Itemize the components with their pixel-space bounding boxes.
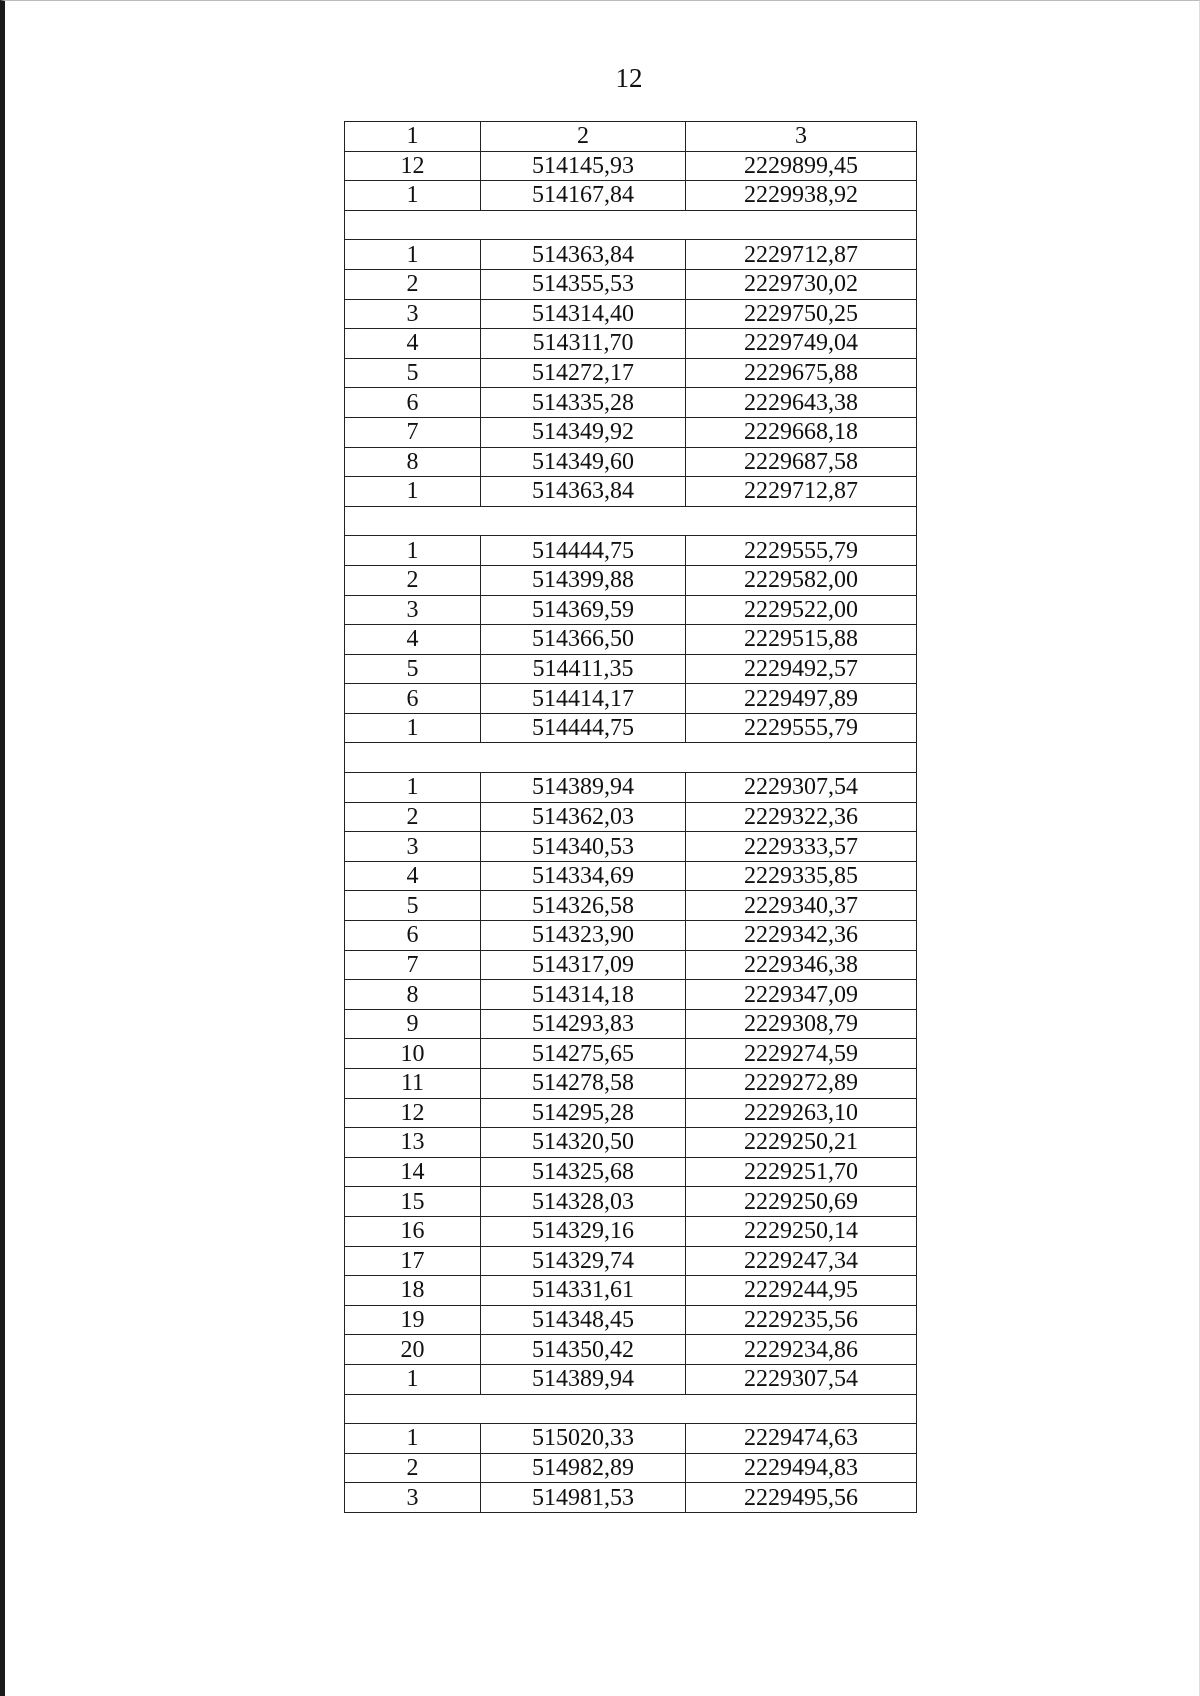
page-number: 12 bbox=[615, 63, 643, 93]
y-coordinate-cell: 2229687,58 bbox=[686, 447, 917, 477]
point-number-cell: 8 bbox=[345, 447, 481, 477]
table-row bbox=[345, 1424, 917, 1454]
x-coordinate-cell: 514414,17 bbox=[481, 684, 686, 714]
point-number-cell: 9 bbox=[345, 1009, 481, 1039]
x-coordinate-cell: 514293,83 bbox=[481, 1009, 686, 1039]
y-coordinate-cell: 2229251,70 bbox=[686, 1157, 917, 1187]
x-coordinate-cell: 514145,93 bbox=[481, 151, 686, 181]
table-row bbox=[345, 1335, 917, 1365]
table-row bbox=[345, 240, 917, 270]
table-row bbox=[345, 299, 917, 329]
y-coordinate-cell: 2229582,00 bbox=[686, 565, 917, 595]
table-separator-row bbox=[345, 1394, 917, 1424]
table-row bbox=[345, 329, 917, 359]
x-coordinate-cell: 514355,53 bbox=[481, 269, 686, 299]
table-row bbox=[345, 269, 917, 299]
point-number-cell: 12 bbox=[345, 151, 481, 181]
point-number-cell: 1 bbox=[345, 1364, 481, 1394]
x-coordinate-cell: 514349,92 bbox=[481, 417, 686, 447]
table-row bbox=[345, 1453, 917, 1483]
x-coordinate-cell: 514363,84 bbox=[481, 477, 686, 507]
x-coordinate-cell: 514349,60 bbox=[481, 447, 686, 477]
y-coordinate-cell: 2229346,38 bbox=[686, 950, 917, 980]
x-coordinate-cell: 514314,18 bbox=[481, 980, 686, 1010]
point-number-cell: 15 bbox=[345, 1187, 481, 1217]
x-coordinate-cell: 514363,84 bbox=[481, 240, 686, 270]
x-coordinate-cell: 514328,03 bbox=[481, 1187, 686, 1217]
x-coordinate-cell: 514444,75 bbox=[481, 713, 686, 743]
point-number-cell: 18 bbox=[345, 1276, 481, 1306]
point-number-cell: 5 bbox=[345, 358, 481, 388]
point-number-cell: 19 bbox=[345, 1305, 481, 1335]
x-coordinate-cell: 514295,28 bbox=[481, 1098, 686, 1128]
x-coordinate-cell: 514325,68 bbox=[481, 1157, 686, 1187]
point-number-cell: 16 bbox=[345, 1216, 481, 1246]
y-coordinate-cell: 2229938,92 bbox=[686, 181, 917, 211]
y-coordinate-cell: 2229515,88 bbox=[686, 625, 917, 655]
separator-cell bbox=[345, 1394, 917, 1424]
point-number-cell: 3 bbox=[345, 299, 481, 329]
table-row bbox=[345, 861, 917, 891]
point-number-cell: 7 bbox=[345, 950, 481, 980]
x-coordinate-cell: 514334,69 bbox=[481, 861, 686, 891]
y-coordinate-cell: 2229307,54 bbox=[686, 1364, 917, 1394]
header-cell: 3 bbox=[686, 122, 917, 152]
separator-cell bbox=[345, 743, 917, 773]
table-row bbox=[345, 358, 917, 388]
table-row bbox=[345, 950, 917, 980]
table-row bbox=[345, 595, 917, 625]
point-number-cell: 4 bbox=[345, 329, 481, 359]
y-coordinate-cell: 2229235,56 bbox=[686, 1305, 917, 1335]
table-row bbox=[345, 891, 917, 921]
y-coordinate-cell: 2229307,54 bbox=[686, 773, 917, 803]
x-coordinate-cell: 514329,16 bbox=[481, 1216, 686, 1246]
x-coordinate-cell: 514399,88 bbox=[481, 565, 686, 595]
x-coordinate-cell: 514981,53 bbox=[481, 1483, 686, 1513]
point-number-cell: 20 bbox=[345, 1335, 481, 1365]
point-number-cell: 4 bbox=[345, 861, 481, 891]
y-coordinate-cell: 2229474,63 bbox=[686, 1424, 917, 1454]
x-coordinate-cell: 514323,90 bbox=[481, 921, 686, 951]
x-coordinate-cell: 514389,94 bbox=[481, 1364, 686, 1394]
y-coordinate-cell: 2229668,18 bbox=[686, 417, 917, 447]
table-row bbox=[345, 388, 917, 418]
point-number-cell: 13 bbox=[345, 1128, 481, 1158]
point-number-cell: 5 bbox=[345, 654, 481, 684]
table-row bbox=[345, 1187, 917, 1217]
y-coordinate-cell: 2229643,38 bbox=[686, 388, 917, 418]
x-coordinate-cell: 514444,75 bbox=[481, 536, 686, 566]
table-row bbox=[345, 980, 917, 1010]
point-number-cell: 6 bbox=[345, 921, 481, 951]
point-number-cell: 3 bbox=[345, 832, 481, 862]
table-row bbox=[345, 151, 917, 181]
y-coordinate-cell: 2229250,69 bbox=[686, 1187, 917, 1217]
point-number-cell: 1 bbox=[345, 713, 481, 743]
table-row bbox=[345, 417, 917, 447]
x-coordinate-cell: 514369,59 bbox=[481, 595, 686, 625]
point-number-cell: 6 bbox=[345, 388, 481, 418]
separator-cell bbox=[345, 210, 917, 240]
point-number-cell: 2 bbox=[345, 269, 481, 299]
table-row bbox=[345, 654, 917, 684]
y-coordinate-cell: 2229730,02 bbox=[686, 269, 917, 299]
x-coordinate-cell: 514389,94 bbox=[481, 773, 686, 803]
point-number-cell: 1 bbox=[345, 181, 481, 211]
y-coordinate-cell: 2229899,45 bbox=[686, 151, 917, 181]
x-coordinate-cell: 514362,03 bbox=[481, 802, 686, 832]
y-coordinate-cell: 2229712,87 bbox=[686, 477, 917, 507]
table-row bbox=[345, 1483, 917, 1513]
table-row bbox=[345, 1276, 917, 1306]
y-coordinate-cell: 2229234,86 bbox=[686, 1335, 917, 1365]
y-coordinate-cell: 2229555,79 bbox=[686, 536, 917, 566]
x-coordinate-cell: 514982,89 bbox=[481, 1453, 686, 1483]
point-number-cell: 3 bbox=[345, 1483, 481, 1513]
x-coordinate-cell: 514275,65 bbox=[481, 1039, 686, 1069]
y-coordinate-cell: 2229347,09 bbox=[686, 980, 917, 1010]
point-number-cell: 3 bbox=[345, 595, 481, 625]
point-number-cell: 4 bbox=[345, 625, 481, 655]
table-row bbox=[345, 447, 917, 477]
y-coordinate-cell: 2229335,85 bbox=[686, 861, 917, 891]
point-number-cell: 6 bbox=[345, 684, 481, 714]
point-number-cell: 8 bbox=[345, 980, 481, 1010]
x-coordinate-cell: 514348,45 bbox=[481, 1305, 686, 1335]
x-coordinate-cell: 514411,35 bbox=[481, 654, 686, 684]
table-row bbox=[345, 565, 917, 595]
y-coordinate-cell: 2229492,57 bbox=[686, 654, 917, 684]
table-row bbox=[345, 1039, 917, 1069]
y-coordinate-cell: 2229675,88 bbox=[686, 358, 917, 388]
y-coordinate-cell: 2229272,89 bbox=[686, 1069, 917, 1099]
y-coordinate-cell: 2229263,10 bbox=[686, 1098, 917, 1128]
table-row bbox=[345, 773, 917, 803]
x-coordinate-cell: 514329,74 bbox=[481, 1246, 686, 1276]
point-number-cell: 1 bbox=[345, 240, 481, 270]
point-number-cell: 5 bbox=[345, 891, 481, 921]
y-coordinate-cell: 2229308,79 bbox=[686, 1009, 917, 1039]
y-coordinate-cell: 2229342,36 bbox=[686, 921, 917, 951]
table-separator-row bbox=[345, 743, 917, 773]
point-number-cell: 2 bbox=[345, 1453, 481, 1483]
table-row bbox=[345, 1157, 917, 1187]
point-number-cell: 7 bbox=[345, 417, 481, 447]
table-separator-row bbox=[345, 506, 917, 536]
table-row bbox=[345, 181, 917, 211]
y-coordinate-cell: 2229497,89 bbox=[686, 684, 917, 714]
point-number-cell: 1 bbox=[345, 536, 481, 566]
y-coordinate-cell: 2229749,04 bbox=[686, 329, 917, 359]
x-coordinate-cell: 514311,70 bbox=[481, 329, 686, 359]
point-number-cell: 14 bbox=[345, 1157, 481, 1187]
x-coordinate-cell: 514272,17 bbox=[481, 358, 686, 388]
x-coordinate-cell: 514326,58 bbox=[481, 891, 686, 921]
x-coordinate-cell: 514340,53 bbox=[481, 832, 686, 862]
point-number-cell: 17 bbox=[345, 1246, 481, 1276]
y-coordinate-cell: 2229244,95 bbox=[686, 1276, 917, 1306]
y-coordinate-cell: 2229247,34 bbox=[686, 1246, 917, 1276]
x-coordinate-cell: 514314,40 bbox=[481, 299, 686, 329]
y-coordinate-cell: 2229274,59 bbox=[686, 1039, 917, 1069]
y-coordinate-cell: 2229750,25 bbox=[686, 299, 917, 329]
point-number-cell: 2 bbox=[345, 802, 481, 832]
table-row bbox=[345, 625, 917, 655]
table-separator-row bbox=[345, 210, 917, 240]
x-coordinate-cell: 514278,58 bbox=[481, 1069, 686, 1099]
table-row bbox=[345, 713, 917, 743]
table-header-row bbox=[345, 122, 917, 152]
point-number-cell: 1 bbox=[345, 773, 481, 803]
table-row bbox=[345, 921, 917, 951]
x-coordinate-cell: 514335,28 bbox=[481, 388, 686, 418]
table-row bbox=[345, 1364, 917, 1394]
table-row bbox=[345, 1009, 917, 1039]
point-number-cell: 12 bbox=[345, 1098, 481, 1128]
y-coordinate-cell: 2229712,87 bbox=[686, 240, 917, 270]
table-row bbox=[345, 477, 917, 507]
header-cell: 2 bbox=[481, 122, 686, 152]
y-coordinate-cell: 2229555,79 bbox=[686, 713, 917, 743]
point-number-cell: 1 bbox=[345, 1424, 481, 1454]
table-row bbox=[345, 536, 917, 566]
point-number-cell: 10 bbox=[345, 1039, 481, 1069]
table-row bbox=[345, 1128, 917, 1158]
x-coordinate-cell: 514320,50 bbox=[481, 1128, 686, 1158]
table-row bbox=[345, 1069, 917, 1099]
point-number-cell: 2 bbox=[345, 565, 481, 595]
y-coordinate-cell: 2229333,57 bbox=[686, 832, 917, 862]
point-number-cell: 11 bbox=[345, 1069, 481, 1099]
x-coordinate-cell: 514331,61 bbox=[481, 1276, 686, 1306]
table-row bbox=[345, 1246, 917, 1276]
point-number-cell: 1 bbox=[345, 477, 481, 507]
y-coordinate-cell: 2229495,56 bbox=[686, 1483, 917, 1513]
y-coordinate-cell: 2229250,14 bbox=[686, 1216, 917, 1246]
x-coordinate-cell: 514366,50 bbox=[481, 625, 686, 655]
x-coordinate-cell: 514167,84 bbox=[481, 181, 686, 211]
y-coordinate-cell: 2229494,83 bbox=[686, 1453, 917, 1483]
y-coordinate-cell: 2229322,36 bbox=[686, 802, 917, 832]
x-coordinate-cell: 514350,42 bbox=[481, 1335, 686, 1365]
y-coordinate-cell: 2229522,00 bbox=[686, 595, 917, 625]
x-coordinate-cell: 514317,09 bbox=[481, 950, 686, 980]
table-row bbox=[345, 1305, 917, 1335]
table-row bbox=[345, 802, 917, 832]
header-cell: 1 bbox=[345, 122, 481, 152]
table-row bbox=[345, 832, 917, 862]
x-coordinate-cell: 515020,33 bbox=[481, 1424, 686, 1454]
y-coordinate-cell: 2229340,37 bbox=[686, 891, 917, 921]
coordinates-table bbox=[344, 121, 917, 1513]
separator-cell bbox=[345, 506, 917, 536]
table-row bbox=[345, 1098, 917, 1128]
table-row bbox=[345, 684, 917, 714]
y-coordinate-cell: 2229250,21 bbox=[686, 1128, 917, 1158]
table-row bbox=[345, 1216, 917, 1246]
